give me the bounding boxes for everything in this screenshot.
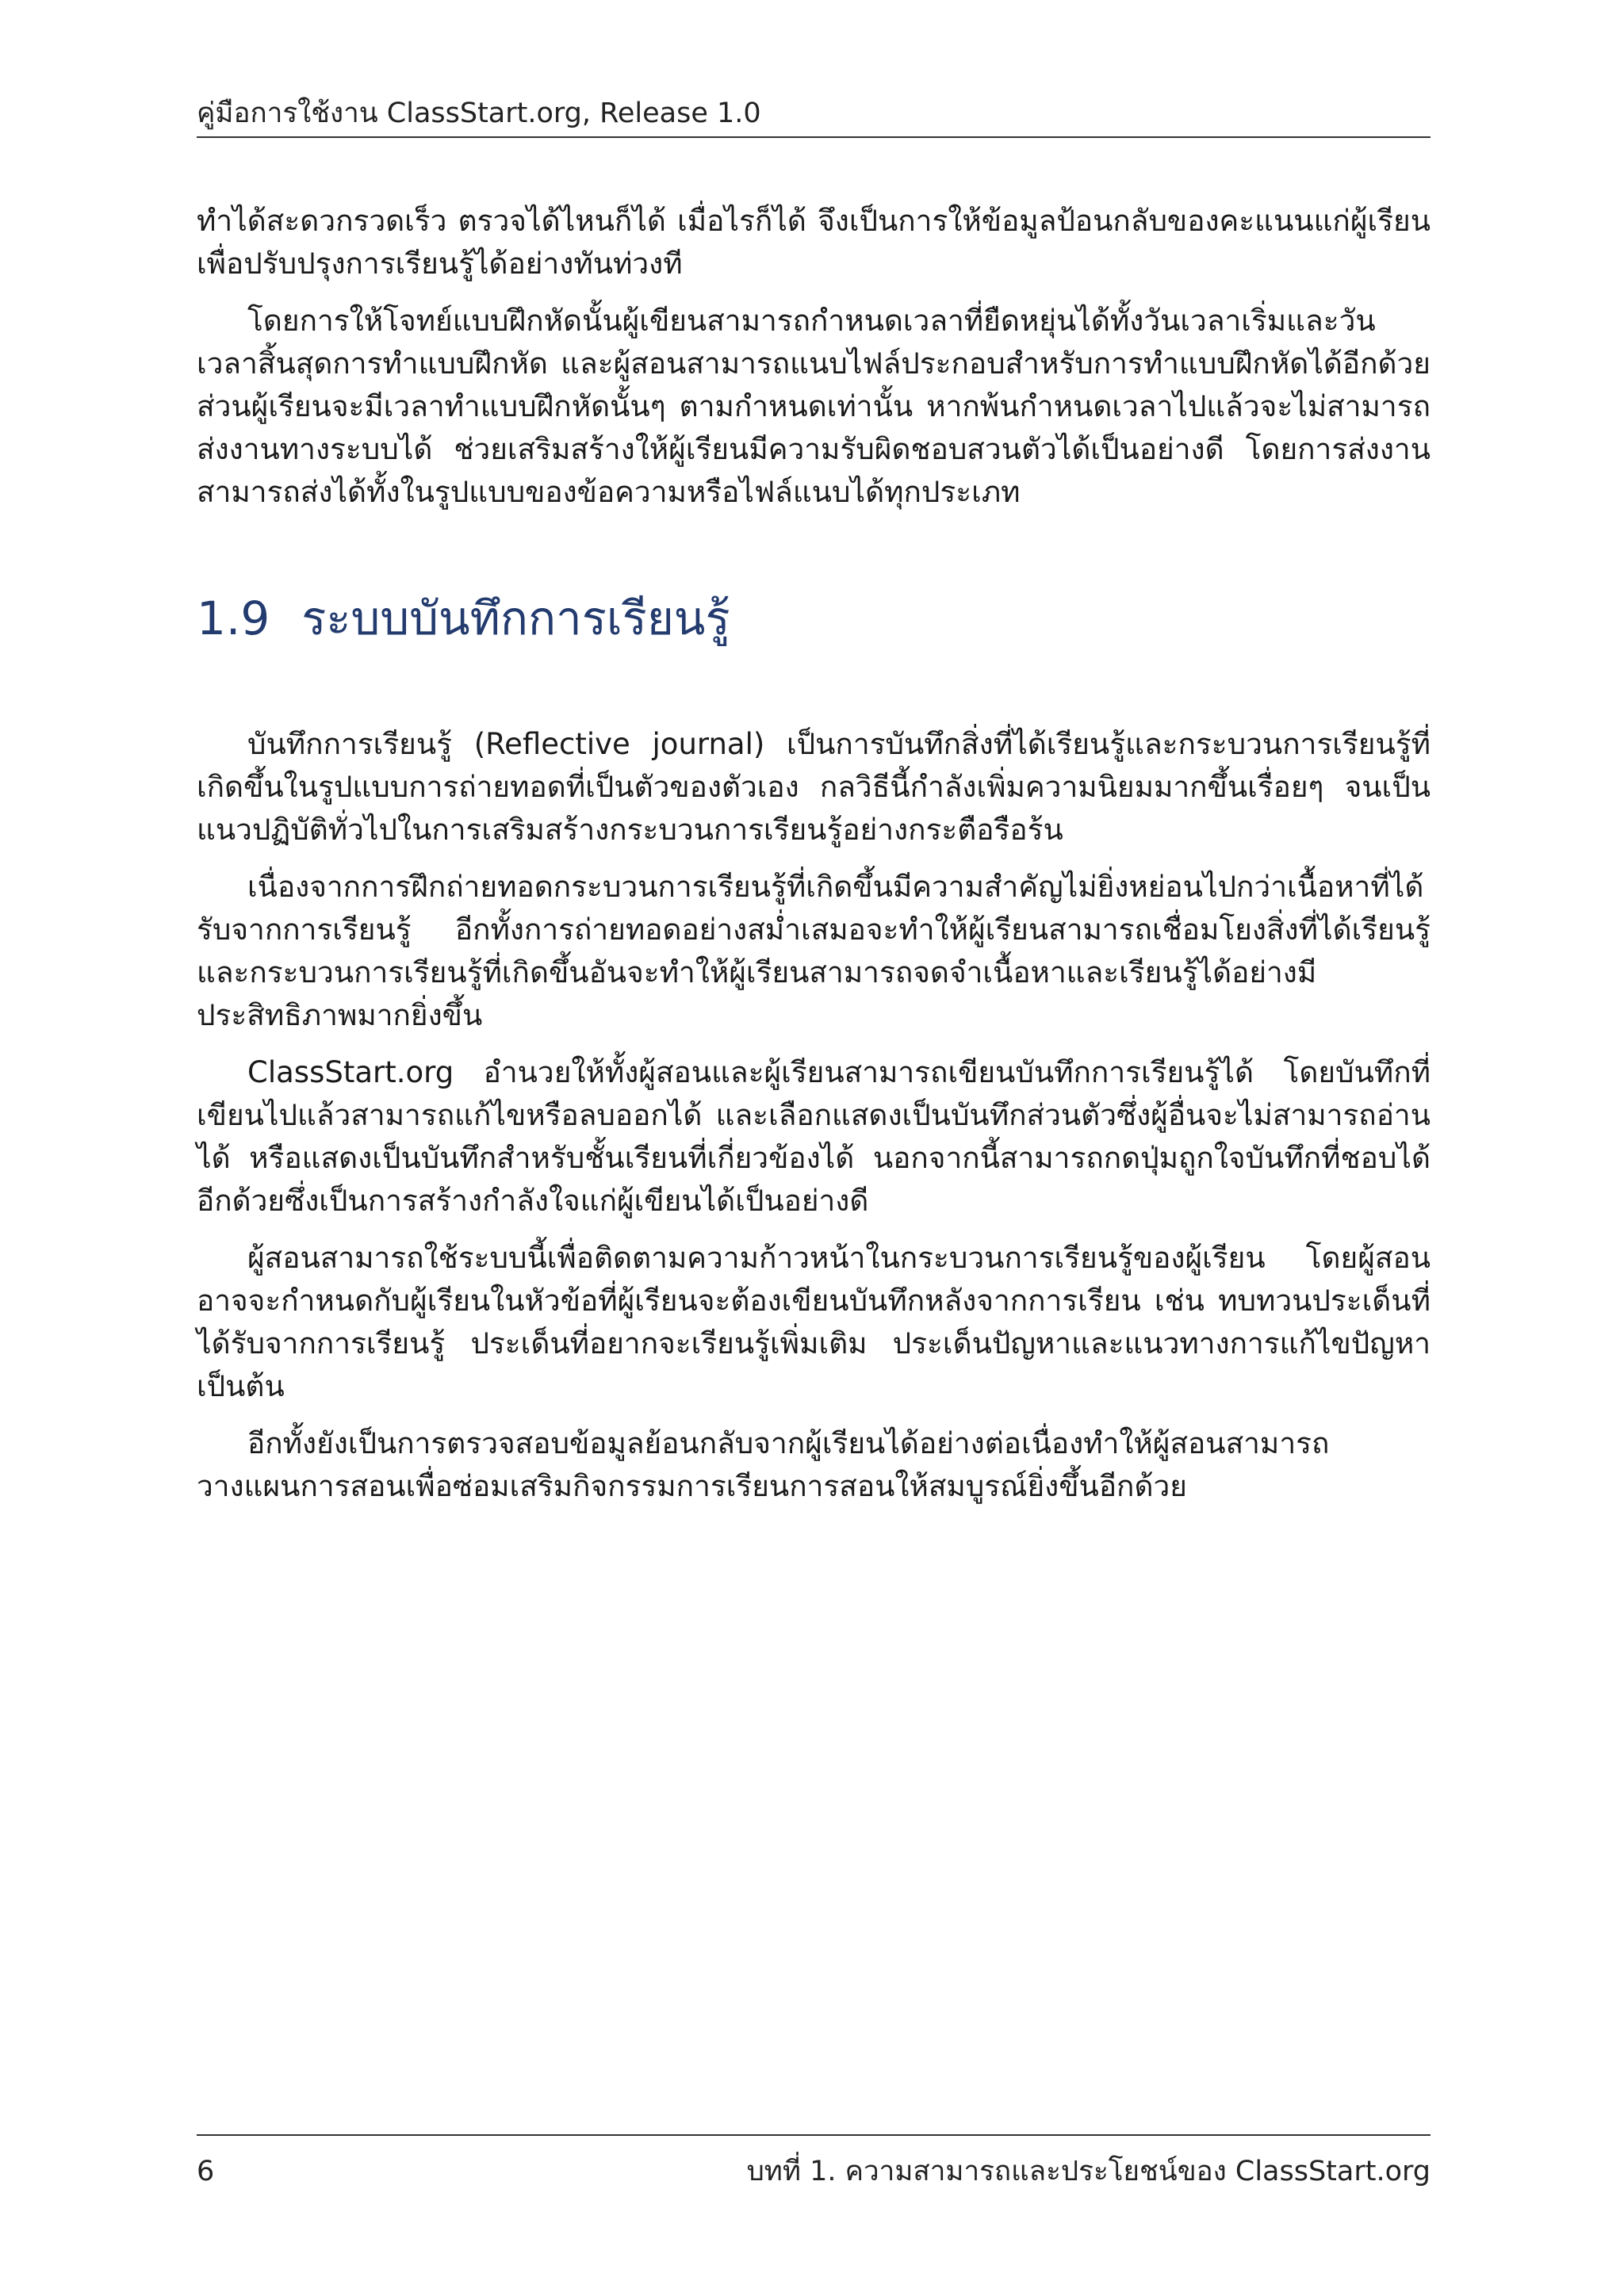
running-header-title: คู่มือการใช้งาน ClassStart.org, Release 1.0 [197, 98, 761, 129]
section-paragraph-3: ClassStart.org อำนวยให้ทั้งผู้สอนและผู้เรียนสามารถเขียนบันทึกการเรียนรู้ได้ โดยบันทึกที่เขียนไปแล้วสามารถแก้ไขหรือลบออกได้ และเลือกแสดงเป็นบันทึกส่วนตัวซึ่งผู้อื่นจะไม่สามารถอ่านได้ หรือแสดงเป็นบันทึกสำหรับชั้นเรียนที่เกี่ยวข้องได้ นอกจากนี้สามารถกดปุ่มถูกใจบันทึกที่ชอบได้อีกด้วยซึ่งเป็นการสร้างกำลังใจแก่ผู้เขียนได้เป็นอย่างดี [197, 1055, 1431, 1218]
footer-chapter-title: บทที่ 1. ความสามารถและประโยชน์ของ ClassStart.org [746, 2156, 1431, 2187]
section-paragraph-2: เนื่องจากการฝึกถ่ายทอดกระบวนการเรียนรู้ที่เกิดขึ้นมีความสำคัญไม่ยิ่งหย่อนไปกว่าเนื้อหาที่ได้รับจากการเรียนรู้ อีกทั้งการถ่ายทอดอย่างสม่ำเสมอจะทำให้ผู้เรียนสามารถเชื่อมโยงสิ่งที่ได้เรียนรู้และกระบวนการเรียนรู้ที่เกิดขึ้นอันจะทำให้ผู้เรียนสามารถจดจำเนื้อหาและเรียนรู้ได้อย่างมีประสิทธิภาพมากยิ่งขึ้น [197, 870, 1431, 1032]
section-paragraph-1: บันทึกการเรียนรู้ (Reflective journal) เป็นการบันทึกสิ่งที่ได้เรียนรู้และกระบวนการเรียนรู้ที่เกิดขึ้นในรูปแบบการถ่ายทอดที่เป็นตัวของตัวเอง กลวิธีนี้กำลังเพิ่มความนิยมมากขึ้นเรื่อยๆ จนเป็นแนวปฏิบัติทั่วไปในการเสริมสร้างกระบวนการเรียนรู้อย่างกระตือรือร้น [197, 727, 1431, 847]
page-body [197, 200, 1431, 1522]
intro-paragraph-2: โดยการให้โจทย์แบบฝึกหัดนั้นผู้เขียนสามารถกำหนดเวลาที่ยืดหยุ่นได้ทั้งวันเวลาเริ่มและวันเวลาสิ้นสุดการทำแบบฝึกหัด และผู้สอนสามารถแนบไฟล์ประกอบสำหรับการทำแบบฝึกหัดได้อีกด้วย ส่วนผู้เรียนจะมีเวลาทำแบบฝึกหัดนั้นๆ ตามกำหนดเท่านั้น หากพ้นกำหนดเวลาไปแล้วจะไม่สามารถส่งงานทางระบบได้ ช่วยเสริมสร้างให้ผู้เรียนมีความรับผิดชอบสวนตัวได้เป็นอย่างดี โดยการส่งงานสามารถส่งได้ทั้งในรูปแบบของข้อความหรือไฟล์แนบได้ทุกประเภท [197, 304, 1431, 509]
section-paragraph-5: อีกทั้งยังเป็นการตรวจสอบข้อมูลย้อนกลับจากผู้เรียนได้อย่างต่อเนื่องทำให้ผู้สอนสามารถวางแผนการสอนเพื่อซ่อมเสริมกิจกรรมการเรียนการสอนให้สมบูรณ์ยิ่งขึ้นอีกด้วย [197, 1426, 1330, 1503]
intro-paragraph-1: ทำได้สะดวกรวดเร็ว ตรวจได้ไหนก็ได้ เมื่อไรก็ได้ จึงเป็นการให้ข้อมูลป้อนกลับของคะแนนแก่ผู้เรียนเพื่อปรับปรุงการเรียนรู้ได้อย่างทันท่วงที [197, 204, 1431, 281]
section-heading [197, 587, 1431, 650]
footer-divider [197, 2134, 1431, 2136]
page-number: 6 [197, 2156, 215, 2187]
section-title: ระบบบันทึกการเรียนรู้ [301, 591, 730, 645]
section-paragraph-4: ผู้สอนสามารถใช้ระบบนี้เพื่อติดตามความก้าวหน้าในกระบวนการเรียนรู้ของผู้เรียน โดยผู้สอนอาจจะกำหนดกับผู้เรียนในหัวข้อที่ผู้เรียนจะต้องเขียนบันทึกหลังจากการเรียน เช่น ทบทวนประเด็นที่ได้รับจากการเรียนรู้ ประเด็นที่อยากจะเรียนรู้เพิ่มเติม ประเด็นปัญหาและแนวทางการแก้ไขปัญหาเป็นต้น [197, 1241, 1431, 1403]
header-divider [197, 136, 1431, 138]
section-number: 1.9 [197, 591, 270, 645]
